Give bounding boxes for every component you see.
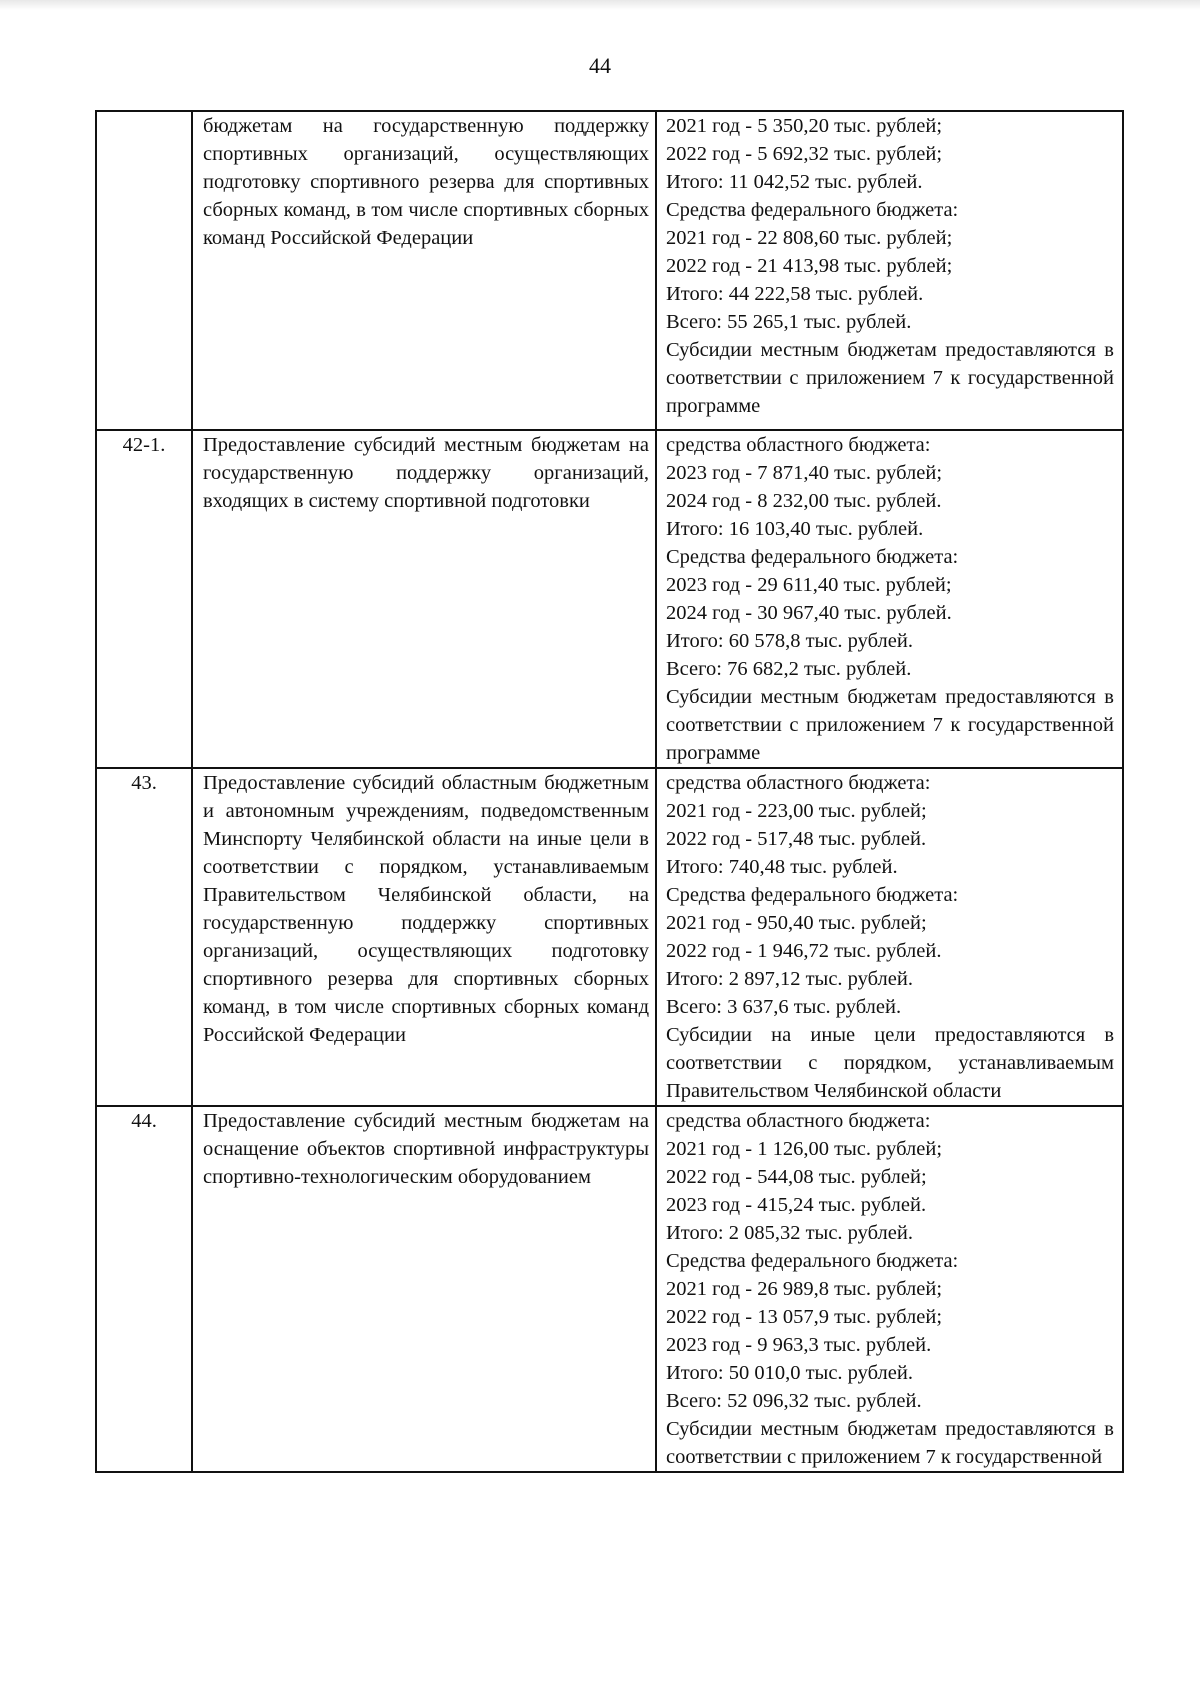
table-row bbox=[96, 430, 1123, 768]
table-row bbox=[96, 1106, 1123, 1472]
funding-line: Итого: 60 578,8 тыс. рублей. bbox=[666, 630, 913, 652]
funding-note: Субсидии местным бюджетам предоставляются в соответствии с приложением 7 к государственной программе bbox=[666, 686, 1114, 764]
funding-note: Субсидии на иные цели предоставляются в соответствии с порядком, устанавливаемым Правительством Челябинской области bbox=[666, 1024, 1114, 1102]
funding-line: средства областного бюджета: bbox=[666, 434, 931, 456]
table-body bbox=[96, 111, 1123, 1472]
funding-line: Итого: 44 222,58 тыс. рублей. bbox=[666, 283, 924, 305]
row-number: 44. bbox=[96, 1106, 192, 1472]
measure-description: бюджетам на государственную поддержку спортивных организаций, осуществляющих подготовку спортивного резерва для спортивных сборных команд, в том числе спортивных сборных команд Российской Федерации bbox=[192, 111, 656, 430]
funding-cell bbox=[656, 1106, 1123, 1472]
funding-line: 2021 год - 223,00 тыс. рублей; bbox=[666, 800, 927, 822]
funding-line: 2022 год - 13 057,9 тыс. рублей; bbox=[666, 1306, 943, 1328]
funding-line: 2021 год - 950,40 тыс. рублей; bbox=[666, 912, 927, 934]
funding-line: Итого: 11 042,52 тыс. рублей. bbox=[666, 171, 923, 193]
funding-line: Итого: 50 010,0 тыс. рублей. bbox=[666, 1362, 913, 1384]
funding-line: 2022 год - 5 692,32 тыс. рублей; bbox=[666, 143, 943, 165]
funding-line: 2022 год - 21 413,98 тыс. рублей; bbox=[666, 255, 953, 277]
row-number: 43. bbox=[96, 768, 192, 1106]
funding-line: 2022 год - 1 946,72 тыс. рублей. bbox=[666, 940, 942, 962]
funding-line: 2022 год - 517,48 тыс. рублей. bbox=[666, 828, 927, 850]
page-number: 44 bbox=[589, 53, 611, 78]
table-row bbox=[96, 768, 1123, 1106]
funding-line: 2023 год - 9 963,3 тыс. рублей. bbox=[666, 1334, 932, 1356]
funding-line: 2024 год - 8 232,00 тыс. рублей. bbox=[666, 490, 942, 512]
funding-line: средства областного бюджета: bbox=[666, 1110, 931, 1132]
funding-line: Итого: 2 085,32 тыс. рублей. bbox=[666, 1222, 913, 1244]
funding-line: Итого: 2 897,12 тыс. рублей. bbox=[666, 968, 913, 990]
funding-line: Средства федерального бюджета: bbox=[666, 546, 959, 568]
funding-line: 2021 год - 1 126,00 тыс. рублей; bbox=[666, 1138, 943, 1160]
funding-line: 2021 год - 5 350,20 тыс. рублей; bbox=[666, 115, 943, 137]
row-number bbox=[96, 111, 192, 430]
funding-line: 2023 год - 29 611,40 тыс. рублей; bbox=[666, 574, 952, 596]
funding-line: 2024 год - 30 967,40 тыс. рублей. bbox=[666, 602, 952, 624]
funding-line: 2023 год - 415,24 тыс. рублей. bbox=[666, 1194, 927, 1216]
measures-table bbox=[95, 110, 1124, 1473]
funding-line: Итого: 16 103,40 тыс. рублей. bbox=[666, 518, 924, 540]
table-row bbox=[96, 111, 1123, 430]
funding-note: Субсидии местным бюджетам предоставляются в соответствии с приложением 7 к государственной программе bbox=[666, 339, 1114, 417]
funding-line: Средства федерального бюджета: bbox=[666, 199, 959, 221]
funding-line: Итого: 740,48 тыс. рублей. bbox=[666, 856, 898, 878]
funding-line: Всего: 55 265,1 тыс. рублей. bbox=[666, 311, 912, 333]
funding-line: 2021 год - 22 808,60 тыс. рублей; bbox=[666, 227, 953, 249]
funding-cell bbox=[656, 768, 1123, 1106]
measure-description: Предоставление субсидий областным бюджетным и автономным учреждениям, подведомственным Минспорту Челябинской области на иные цели в соответствии с порядком, устанавливаемым Правительством Челябинской области, на государственную поддержку спортивных организаций, осуществляющих подготовку спортивного резерва для спортивных сборных команд, в том числе спортивных сборных команд Российской Федерации bbox=[192, 768, 656, 1106]
funding-cell bbox=[656, 111, 1123, 430]
funding-line: 2021 год - 26 989,8 тыс. рублей; bbox=[666, 1278, 943, 1300]
scan-edge bbox=[0, 0, 1200, 10]
measure-description: Предоставление субсидий местным бюджетам на государственную поддержку организаций, входящих в систему спортивной подготовки bbox=[192, 430, 656, 768]
funding-line: Средства федерального бюджета: bbox=[666, 1250, 959, 1272]
funding-line: средства областного бюджета: bbox=[666, 772, 931, 794]
funding-line: 2022 год - 544,08 тыс. рублей; bbox=[666, 1166, 927, 1188]
funding-line: 2023 год - 7 871,40 тыс. рублей; bbox=[666, 462, 943, 484]
funding-note: Субсидии местным бюджетам предоставляются в соответствии с приложением 7 к государственной bbox=[666, 1418, 1114, 1468]
funding-line: Всего: 3 637,6 тыс. рублей. bbox=[666, 996, 902, 1018]
measure-description: Предоставление субсидий местным бюджетам на оснащение объектов спортивной инфраструктуры спортивно-технологическим оборудованием bbox=[192, 1106, 656, 1472]
row-number: 42-1. bbox=[96, 430, 192, 768]
funding-line: Всего: 52 096,32 тыс. рублей. bbox=[666, 1390, 922, 1412]
funding-cell bbox=[656, 430, 1123, 768]
funding-line: Средства федерального бюджета: bbox=[666, 884, 959, 906]
funding-line: Всего: 76 682,2 тыс. рублей. bbox=[666, 658, 912, 680]
